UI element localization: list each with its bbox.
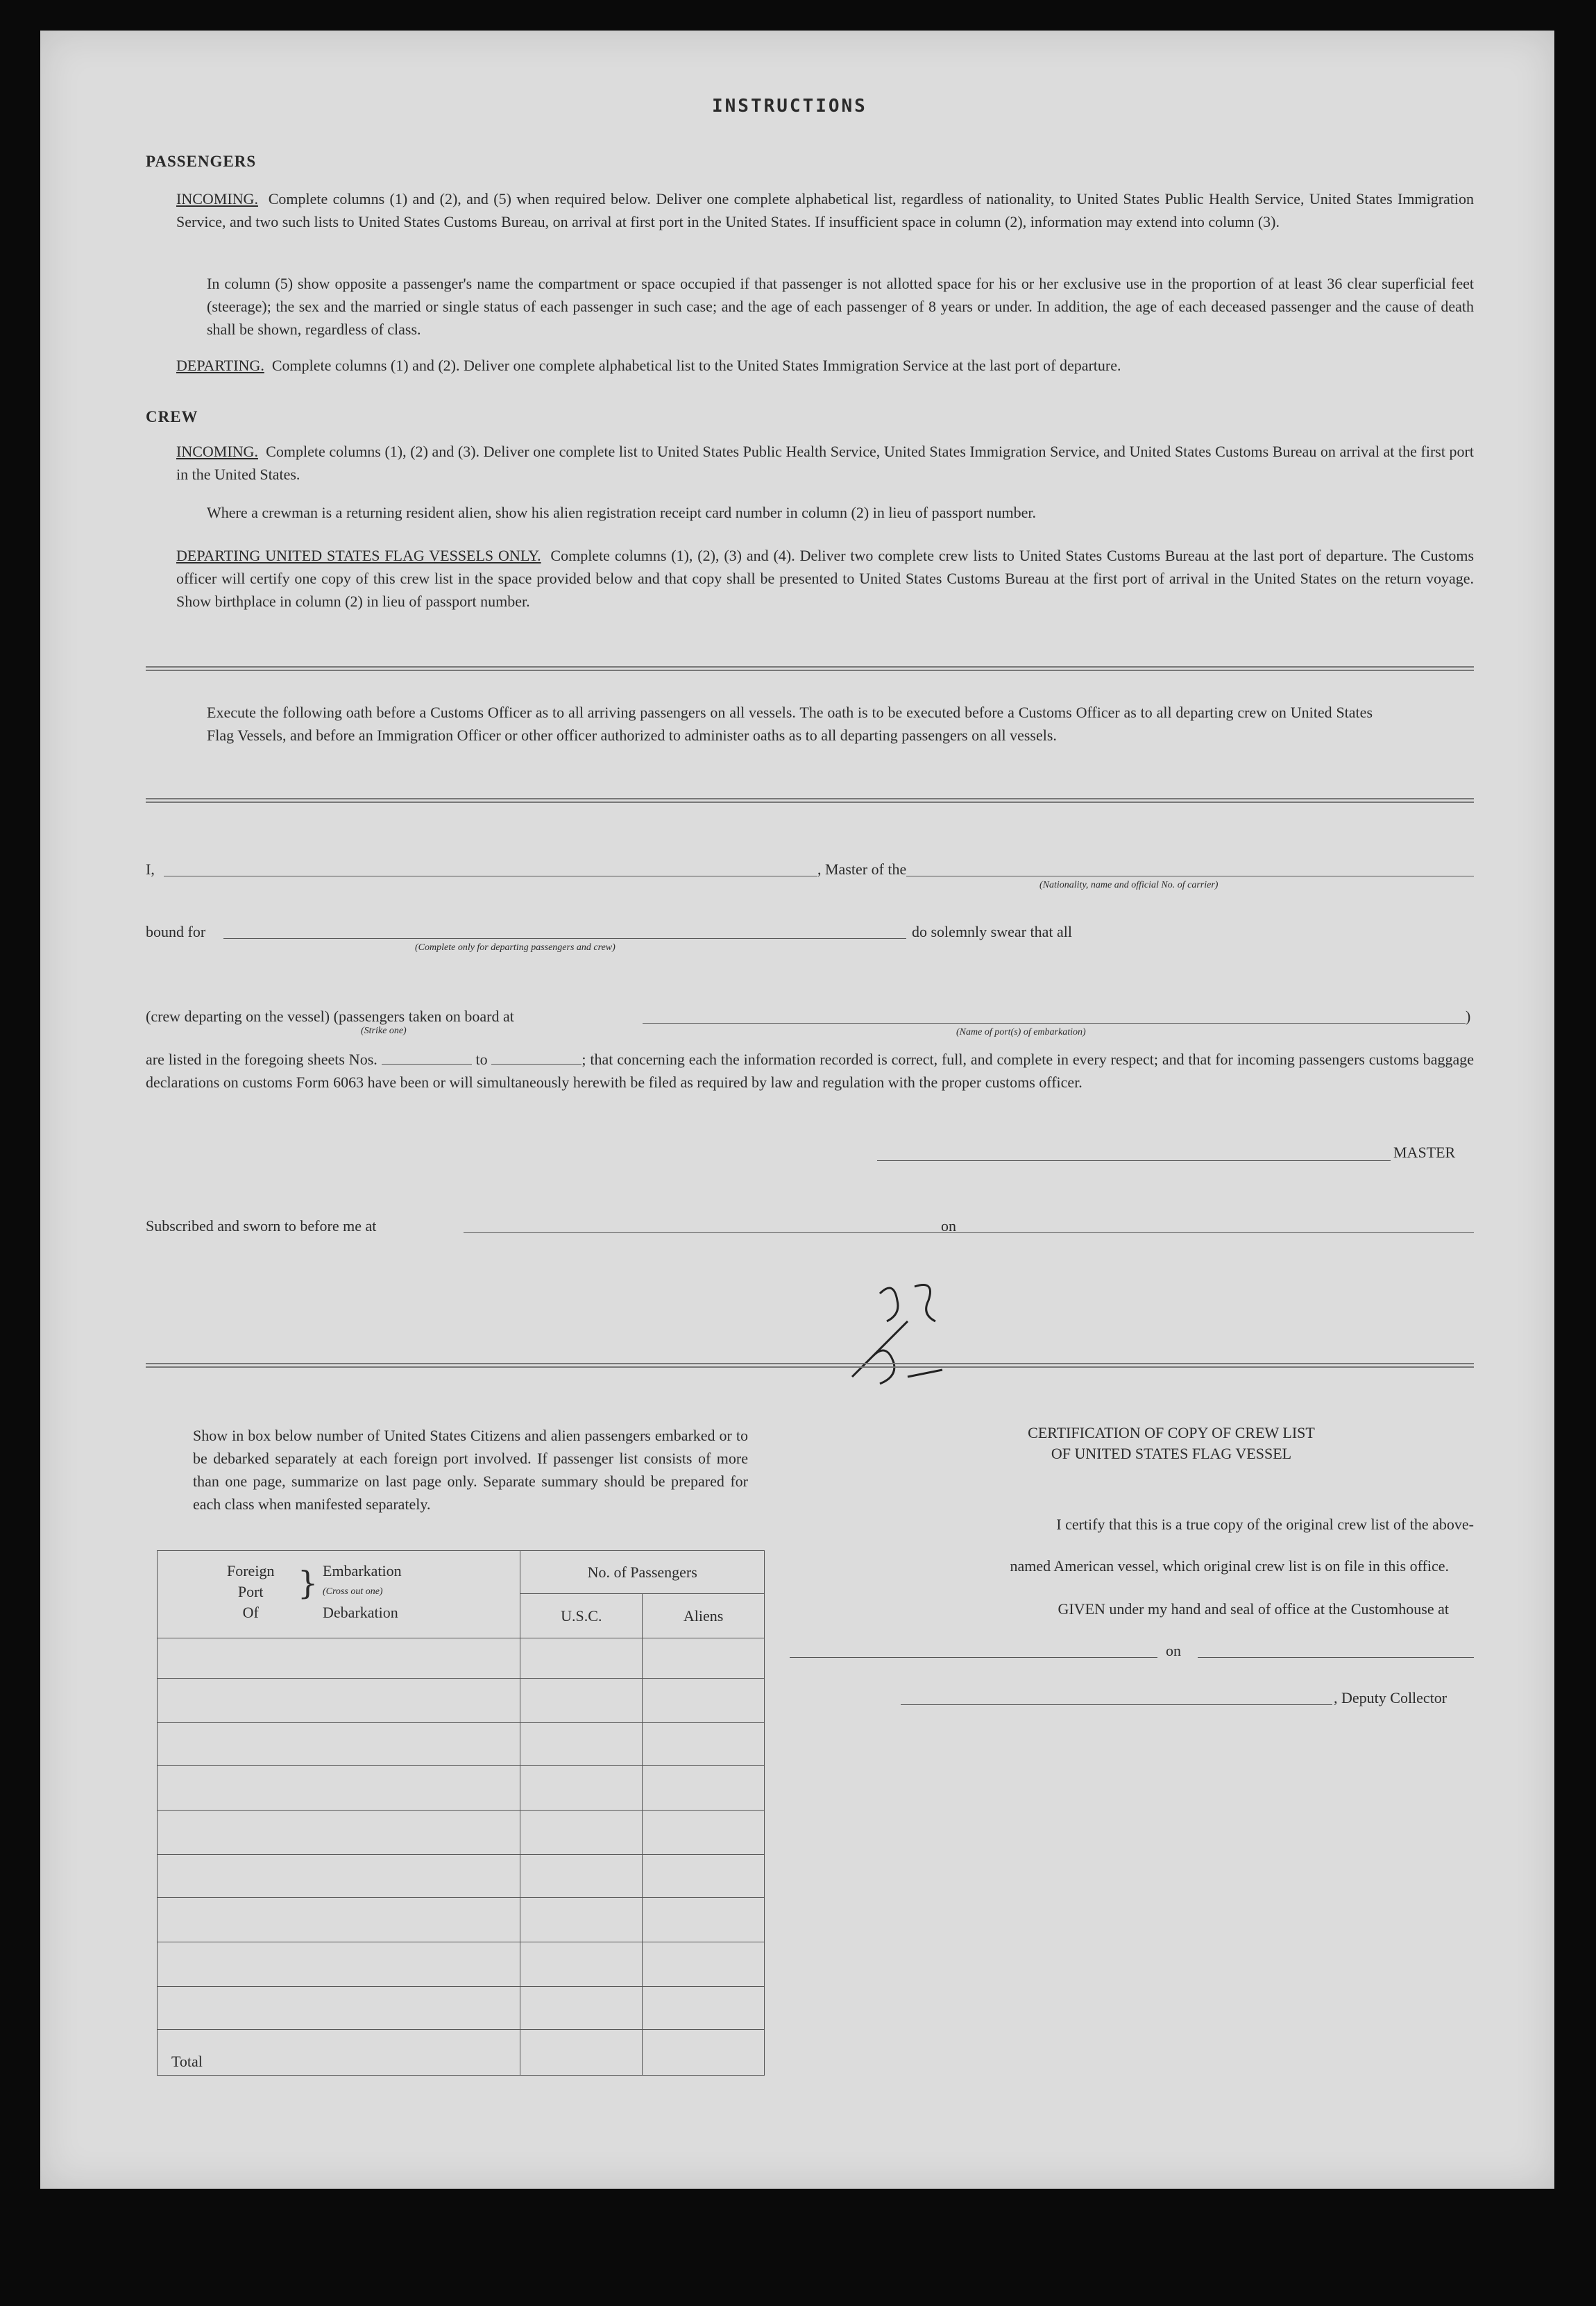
section-divider (146, 666, 1474, 671)
subscribed-date-field[interactable] (967, 1232, 1474, 1233)
ports-caption: (Name of port(s) of embarkation) (956, 1027, 1086, 1037)
subscribed-on-label: on (941, 1217, 956, 1235)
usc-cell[interactable] (520, 1942, 643, 1987)
usc-cell[interactable] (520, 1898, 643, 1942)
bound-for-caption: (Complete only for departing passengers and crew) (415, 942, 616, 953)
aliens-cell[interactable] (643, 1811, 765, 1855)
certification-date-field[interactable] (1198, 1657, 1474, 1658)
listed-paragraph (146, 1048, 1474, 1094)
port-cell[interactable] (158, 1898, 520, 1942)
passengers-departing-text: Complete columns (1) and (2). Deliver one complete alphabetical list to the United States Immigration Service at the last port of departure. (271, 357, 1121, 374)
aliens-cell[interactable] (643, 1766, 765, 1811)
section-divider (146, 798, 1474, 803)
crew-departing-paragraph (176, 544, 1474, 613)
sheet-to-field[interactable] (491, 1050, 581, 1065)
bound-for-label: bound for (146, 923, 206, 940)
port-cell[interactable] (158, 1811, 520, 1855)
listed-text-a: are listed in the foregoing sheets Nos. (146, 1051, 377, 1068)
crew-departing-label: (crew departing on the vessel) (passengers taken on board at (146, 1008, 514, 1025)
summary-instructions: Show in box below number of United States Citizens and alien passengers embarked or to be debarked separately at each foreign port involved. If passenger list consists of more than one page, summarize on last page only. Separate summary should be prepared for each class when manifested separately. (193, 1427, 748, 1513)
certification-title (935, 1423, 1407, 1464)
oath-i-label: I, (146, 860, 155, 878)
aliens-header: Aliens (643, 1594, 765, 1638)
oath-instructions: Execute the following oath before a Customs Officer as to all arriving passengers on all vessels. The oath is to be executed before a Customs Officer as to all departing crew on United States Flag Vessels, and before an Immigration Officer or other officer authorized to administer oaths as to all departing passengers on all vessels. (207, 704, 1373, 744)
passengers-incoming-paragraph (176, 187, 1474, 233)
port-cell[interactable] (158, 1942, 520, 1987)
crew-departing-text: Complete columns (1), (2), (3) and (4). Deliver two complete crew lists to United States Customs Bureau at the last port of departure. The Customs officer will certify one copy of this crew list in the space provided below and that copy shall be presented to United States Customs Bureau at the first port of arrival in the United States on the return voyage. Show birthplace in column (2) in lieu of passport number. (176, 547, 1475, 610)
port-cell[interactable] (158, 1679, 520, 1723)
master-signature-field[interactable] (877, 1160, 1391, 1161)
deputy-collector-label: , Deputy Collector (1334, 1689, 1448, 1706)
port-header-cell (158, 1551, 520, 1638)
aliens-cell[interactable] (643, 1855, 765, 1898)
given-line: GIVEN under my hand and seal of office at the Customhouse at (1058, 1600, 1449, 1618)
usc-cell[interactable] (520, 1766, 643, 1811)
sheet-from-field[interactable] (382, 1050, 472, 1065)
port-cell[interactable] (158, 1987, 520, 2030)
aliens-cell[interactable] (643, 1638, 765, 1679)
customhouse-field[interactable] (790, 1657, 1157, 1658)
aliens-total-cell[interactable] (643, 2030, 765, 2076)
usc-total-cell[interactable] (520, 2030, 643, 2076)
usc-cell[interactable] (520, 1855, 643, 1898)
embarkation-label: Embarkation (323, 1562, 402, 1579)
total-label: Total (158, 2030, 520, 2076)
brace-glyph: } (298, 1564, 319, 1602)
subscribed-place-field[interactable] (464, 1232, 973, 1233)
crew-departing-label: DEPARTING UNITED STATES FLAG VESSELS ONLY. (176, 547, 541, 564)
page-title: INSTRUCTIONS (712, 96, 867, 117)
usc-header: U.S.C. (520, 1594, 643, 1638)
close-paren: ) (1466, 1008, 1471, 1025)
crew-incoming-text: Complete columns (1), (2) and (3). Deliver one complete list to United States Public Health Service, United States Immigration Service, and United States Customs Bureau on arrival at the first port in the United States. (176, 443, 1474, 483)
certification-on-label: on (1166, 1642, 1181, 1659)
deputy-signature-field[interactable] (901, 1704, 1332, 1705)
listed-text-c: and that for incoming passengers customs baggage declarations on customs Form 6063 have been or will simultaneously herewith be filed as required by law and regulation with the proper customs officer. (146, 1051, 1475, 1091)
crew-heading: CREW (146, 408, 198, 425)
strike-one-caption: (Strike one) (361, 1026, 407, 1036)
passengers-incoming-label: INCOMING. (176, 190, 258, 207)
passenger-summary-table (157, 1550, 765, 2076)
section-divider (146, 1363, 1474, 1368)
passengers-departing-paragraph (176, 354, 1474, 377)
certify-line-b: named American vessel, which original crew list is on file in this office. (1010, 1557, 1449, 1575)
passengers-heading: PASSENGERS (146, 153, 257, 170)
carrier-caption: (Nationality, name and official No. of carrier) (1039, 880, 1219, 890)
aliens-cell[interactable] (643, 1679, 765, 1723)
crew-incoming-label: INCOMING. (176, 443, 258, 460)
usc-cell[interactable] (520, 1638, 643, 1679)
aliens-cell[interactable] (643, 1987, 765, 2030)
no-of-passengers-header: No. of Passengers (520, 1551, 765, 1594)
form-page (40, 31, 1554, 2189)
certification-title-line1: CERTIFICATION OF COPY OF CREW LIST (1028, 1424, 1315, 1441)
crew-resident-paragraph: Where a crewman is a returning resident alien, show his alien registration receipt card number in column (2) in lieu of passport number. (207, 504, 1036, 521)
master-of-label: , Master of the (817, 860, 907, 878)
embarkation-ports-field[interactable] (643, 1023, 1466, 1024)
certification-title-line2: OF UNITED STATES FLAG VESSEL (1051, 1445, 1292, 1462)
port-cell[interactable] (158, 1855, 520, 1898)
usc-cell[interactable] (520, 1679, 643, 1723)
passengers-incoming-text: Complete columns (1) and (2), and (5) when required below. Deliver one complete alphabetical list, regardless of nationality, to United States Public Health Service, United States Immigration Service, and two such lists to United States Customs Bureau, on arrival at first port in the United States. If insufficient space in column (2), information may extend into column (3). (176, 190, 1475, 230)
usc-cell[interactable] (520, 1723, 643, 1766)
cross-out-label: (Cross out one) (323, 1586, 383, 1597)
usc-cell[interactable] (520, 1987, 643, 2030)
listed-text-b: ; that concerning each the information recorded is correct, full, and complete in every respect; (581, 1051, 1158, 1068)
debarkation-label: Debarkation (323, 1604, 398, 1621)
usc-cell[interactable] (520, 1811, 643, 1855)
certify-line-a: I certify that this is a true copy of the original crew list of the above- (1056, 1516, 1474, 1533)
port-label: Port (237, 1583, 264, 1600)
aliens-cell[interactable] (643, 1942, 765, 1987)
solemnly-swear-label: do solemnly swear that all (912, 923, 1072, 940)
master-label: MASTER (1393, 1144, 1456, 1161)
passengers-departing-label: DEPARTING. (176, 357, 264, 374)
handwritten-annotation (831, 1273, 984, 1411)
subscribed-label: Subscribed and sworn to before me at (146, 1217, 377, 1235)
bound-for-field[interactable] (223, 938, 906, 939)
crew-incoming-paragraph (176, 440, 1474, 486)
of-label: Of (242, 1604, 259, 1621)
listed-to: to (475, 1051, 488, 1068)
port-cell[interactable] (158, 1723, 520, 1766)
aliens-cell[interactable] (643, 1723, 765, 1766)
foreign-label: Foreign (227, 1562, 275, 1579)
port-cell[interactable] (158, 1638, 520, 1679)
aliens-cell[interactable] (643, 1898, 765, 1942)
passengers-column5-paragraph: In column (5) show opposite a passenger's name the compartment or space occupied if that passenger is not allotted space for his or her exclusive use in the proportion of at least 36 clear superficial feet (steerage); the sex and the married or single status of each passenger in such case; and the age of each passenger of 8 years or under. In addition, the age of each deceased passenger and the cause of death shall be shown, regardless of class. (207, 275, 1474, 338)
port-cell[interactable] (158, 1766, 520, 1811)
